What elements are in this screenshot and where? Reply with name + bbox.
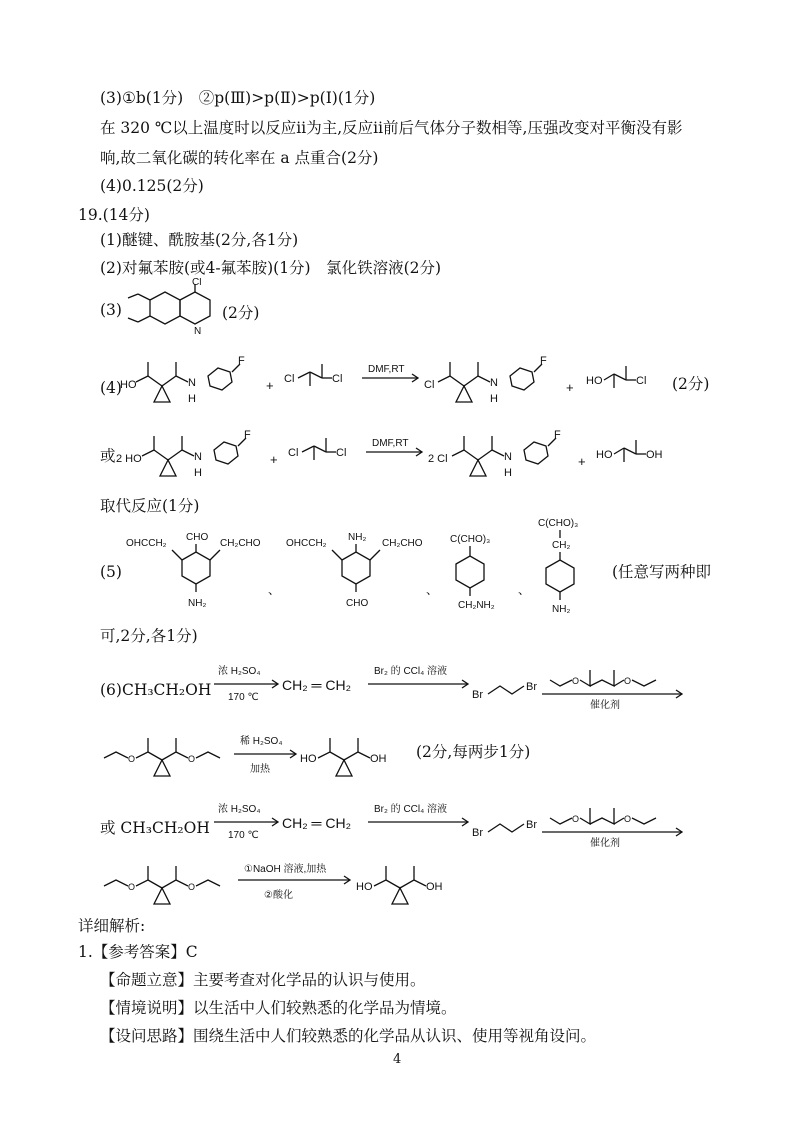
answer-1-intent: 【命题立意】主要考查对化学品的认识与使用。 — [100, 971, 426, 989]
catalyst-label: 催化剂 — [590, 838, 620, 848]
amide-h-label: H — [188, 393, 196, 405]
ethene-formula: CH₂ ═ CH₂ — [282, 677, 352, 693]
synthesis-route-1 — [212, 650, 692, 710]
br-label: Br — [472, 827, 483, 839]
answer-3-explanation: 在 320 ℃以上温度时以反应ⅱ为主,反应ⅱ前后气体分子数相等,压强改变对平衡没有影 — [100, 119, 683, 137]
nh2-label: NH₂ — [188, 598, 207, 609]
fluorine-label: F — [540, 355, 547, 367]
reagent-br2: Br₂ 的 CCl₄ 溶液 — [374, 666, 447, 677]
ch2-label: CH₂ — [552, 540, 571, 551]
two-cl-label: 2 Cl — [428, 453, 448, 465]
oh-label: OH — [426, 881, 443, 893]
cl-label: Cl — [332, 373, 343, 385]
catalyst-label: 催化剂 — [590, 700, 620, 710]
nh2-label: NH₂ — [348, 532, 367, 543]
ohcch2-label: OHCCH₂ — [126, 538, 167, 549]
separator: 、 — [518, 583, 531, 597]
ethene-formula: CH₂ ═ CH₂ — [282, 815, 352, 831]
o-label: O — [188, 754, 196, 764]
reagent-conc-h2so4: 浓 H₂SO₄ — [218, 666, 261, 677]
answer-19-5-note-cont: 可,2分,各1分) — [100, 627, 198, 645]
ohcch2-label: OHCCH₂ — [286, 538, 327, 549]
o-label: O — [624, 676, 632, 686]
nh2-label: NH₂ — [552, 604, 571, 615]
c-cho3-label: C(CHO)₃ — [538, 518, 579, 529]
reagent-br2: Br₂ 的 CCl₄ 溶液 — [374, 804, 447, 815]
quinoline-structure — [120, 278, 220, 338]
amide-h-label: H — [194, 467, 202, 479]
o-label: O — [572, 814, 580, 824]
answer-3-explanation-cont: 响,故二氧化碳的转化率在 a 点重合(2分) — [100, 149, 379, 167]
separator: 、 — [268, 583, 281, 597]
condition-170c: 170 ℃ — [228, 692, 259, 703]
two-ho-label: 2 HO — [116, 453, 142, 465]
page-number: 4 — [393, 1052, 402, 1067]
reagent-conc-h2so4: 浓 H₂SO₄ — [218, 804, 261, 815]
synthesis-route-1-step-2 — [100, 718, 440, 788]
synthesis-route-2 — [212, 788, 692, 848]
br-label: Br — [526, 681, 537, 693]
condition-heat: 加热 — [250, 764, 270, 775]
amide-n-label: N — [504, 451, 512, 463]
reagent-dil-h2so4: 稀 H₂SO₄ — [240, 736, 283, 747]
plus-sign: + — [266, 378, 274, 393]
cl-label: Cl — [424, 379, 435, 391]
answer-19-6-score: (2分,每两步1分) — [416, 743, 531, 761]
cl-label: Cl — [636, 375, 647, 387]
answer-4: (4)0.125(2分) — [100, 177, 204, 195]
separator: 、 — [426, 583, 439, 597]
answer-1-design: 【设问思路】围绕生活中人们较熟悉的化学品从认识、使用等视角设问。 — [100, 1027, 597, 1045]
answer-19-4-alt: 或 — [100, 447, 116, 465]
cho-label: CHO — [186, 532, 209, 543]
o-label: O — [572, 676, 580, 686]
answer-19-3-label: (3) — [100, 301, 122, 319]
cl-label: Cl — [336, 447, 347, 459]
cho-label: CHO — [346, 598, 369, 609]
amide-n-label: N — [490, 377, 498, 389]
answer-19-1: (1)醚键、酰胺基(2分,各1分) — [100, 231, 299, 249]
o-label: O — [128, 882, 136, 892]
answer-19-5-label: (5) — [100, 563, 122, 581]
answer-19-6-alt-label: 或 CH₃CH₂OH — [100, 819, 210, 837]
detail-heading: 详细解析: — [78, 917, 146, 935]
ho-label: HO — [300, 753, 317, 765]
condition-170c: 170 ℃ — [228, 830, 259, 841]
ho-label: HO — [596, 449, 613, 461]
question-19-heading: 19.(14分) — [78, 206, 150, 224]
amide-n-label: N — [188, 377, 196, 389]
o-label: O — [624, 814, 632, 824]
condition-acidify: ②酸化 — [264, 890, 293, 901]
fluorine-label: F — [238, 355, 245, 367]
chlorine-label: Cl — [192, 278, 202, 288]
reaction-4-row-1 — [118, 342, 678, 412]
br-label: Br — [526, 819, 537, 831]
answer-3: (3)①b(1分) ②p(Ⅲ)>p(Ⅱ)>p(Ⅰ)(1分) — [100, 89, 376, 107]
ho-label: HO — [586, 375, 603, 387]
amide-h-label: H — [504, 467, 512, 479]
cl-label: Cl — [284, 373, 295, 385]
cl-label: Cl — [288, 447, 299, 459]
answer-19-2: (2)对氟苯胺(或4-氟苯胺)(1分) 氯化铁溶液(2分) — [100, 259, 442, 277]
ho-label: HO — [356, 881, 373, 893]
reagent-naoh: ①NaOH 溶液,加热 — [244, 864, 327, 875]
isomer-structures — [120, 516, 620, 616]
c-cho3-label: C(CHO)₃ — [450, 534, 491, 545]
oh-label: OH — [646, 449, 663, 461]
answer-19-3-score: (2分) — [222, 304, 260, 322]
reagent-dmf: DMF,RT — [368, 364, 405, 375]
reaction-type: 取代反应(1分) — [100, 497, 200, 515]
plus-sign: + — [578, 454, 586, 469]
nitrogen-label: N — [194, 326, 202, 337]
ch2nh2-label: CH₂NH₂ — [458, 600, 495, 611]
reagent-dmf: DMF,RT — [372, 438, 409, 449]
reaction-4-row-2 — [116, 416, 696, 486]
plus-sign: + — [566, 380, 574, 395]
ho-label: HO — [120, 379, 137, 391]
answer-19-5-note: (任意写两种即 — [612, 563, 712, 581]
amide-h-label: H — [490, 393, 498, 405]
fluorine-label: F — [554, 429, 561, 441]
ch2cho-label: CH₂CHO — [382, 538, 423, 549]
answer-19-4-label: (4) — [100, 379, 122, 397]
oh-label: OH — [370, 753, 387, 765]
br-label: Br — [472, 689, 483, 701]
plus-sign: + — [270, 452, 278, 467]
answer-1-reference: 1.【参考答案】C — [78, 943, 198, 961]
ch2cho-label: CH₂CHO — [220, 538, 261, 549]
amide-n-label: N — [194, 451, 202, 463]
synthesis-route-2-step-2 — [100, 846, 480, 916]
fluorine-label: F — [244, 429, 251, 441]
answer-19-4-score: (2分) — [672, 375, 710, 393]
answer-1-context: 【情境说明】以生活中人们较熟悉的化学品为情境。 — [100, 999, 457, 1017]
o-label: O — [188, 882, 196, 892]
answer-19-6-label: (6)CH₃CH₂OH — [100, 681, 212, 699]
o-label: O — [128, 754, 136, 764]
